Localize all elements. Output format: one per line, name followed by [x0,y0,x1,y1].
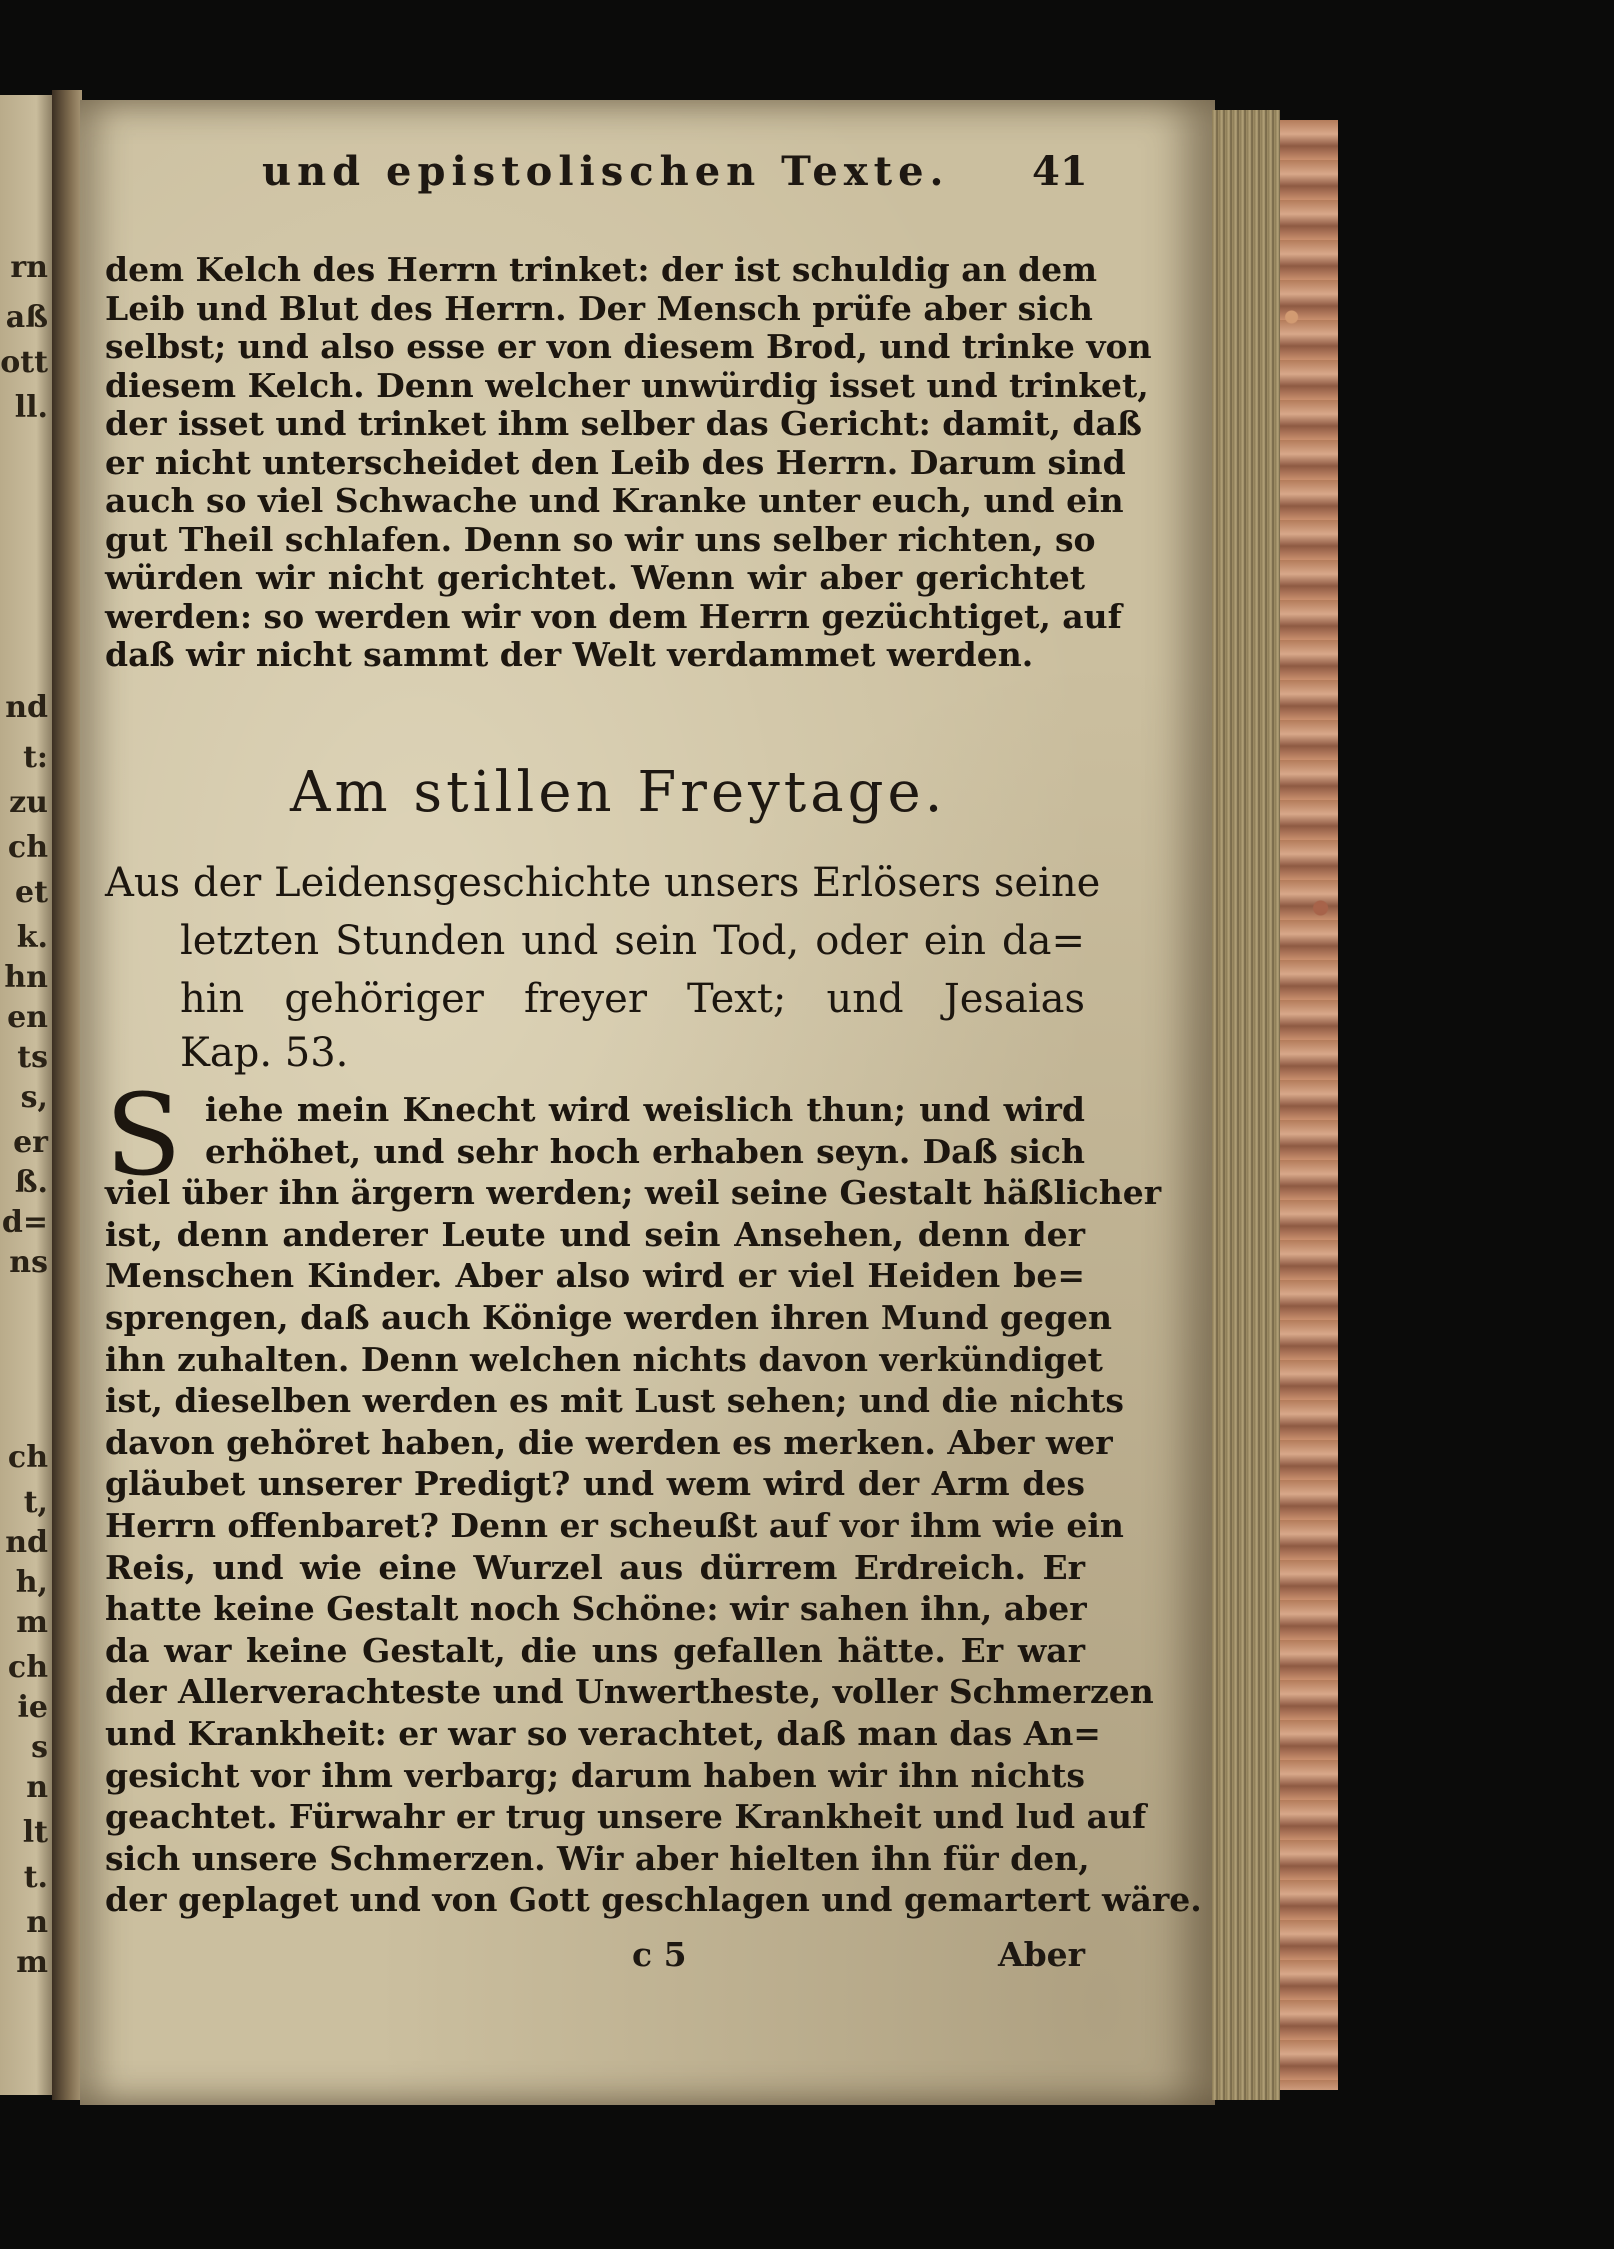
prev-page-fragment: lt [22,1815,48,1850]
prev-page-fragment: en [7,1000,48,1035]
text-line: dem Kelch des Herrn trinket: der ist schuldig an dem [105,250,1098,289]
section-heading: Am stillen Freytage. [290,760,947,825]
running-header: und epistolischen Texte. [262,148,950,195]
prev-page-fragment: ott [0,345,48,380]
text-line: sich unsere Schmerzen. Wir aber hielten ihn für den, [105,1838,1090,1878]
prev-page-fragment: zu [9,785,48,820]
text-line: hatte keine Gestalt noch Schöne: wir sahen ihn, aber [105,1589,1087,1629]
text-line: viel über ihn ärgern werden; weil seine Gestalt häßlicher [105,1173,1162,1213]
prev-page-fragment: n [26,1905,48,1940]
prev-page-fragment: d= [1,1205,48,1240]
drop-cap: S [105,1071,182,1201]
text-line: er nicht unterscheidet den Leib des Herrn. Darum sind [105,442,1126,482]
text-line: iehe mein Knecht wird weislich thun; und wird [205,1090,1085,1129]
text-line: der geplaget und von Gott geschlagen und gemartert wäre. [105,1880,1202,1920]
text-line: der Allerverachteste und Unwertheste, voller Schmerzen [105,1672,1154,1712]
prev-page-fragment: nd [5,1525,48,1560]
prev-page-fragment: k. [16,920,48,955]
prev-page-fragment: h, [15,1565,48,1600]
prev-page-fragment: ie [17,1690,48,1725]
prev-page-fragment: nd [5,690,48,725]
text-line: Herrn offenbaret? Denn er scheußt auf vor ihm wie ein [105,1506,1124,1545]
intro-line: Aus der Leidensgeschichte unsers Erlösers seine [105,860,1101,906]
text-line: ihn zuhalten. Denn welchen nichts davon verkündiget [105,1339,1103,1379]
prev-page-fragment: et [15,875,48,910]
catchword: Aber [998,1935,1086,1974]
text-line: würden wir nicht gerichtet. Wenn wir aber gerichtet [105,558,1085,597]
prev-page-fragment: ts [17,1040,48,1075]
prev-page-fragment: n [26,1770,48,1805]
text-line: selbst; und also esse er von diesem Brod, und trinke von [105,327,1152,366]
prev-page-fragment: s [31,1730,48,1765]
prev-page-fragment: m [16,1605,48,1640]
text-line: werden: so werden wir von dem Herrn gezüchtiget, auf [105,596,1122,636]
prev-page-fragment: aß [5,300,48,335]
text-line: Reis, und wie eine Wurzel aus dürrem Erdreich. Er [105,1547,1085,1587]
signature-mark: c 5 [632,1935,687,1974]
prev-page-fragment: ns [9,1245,48,1280]
text-line: geachtet. Fürwahr er trug unsere Krankheit und lud auf [105,1797,1147,1837]
text-line: Menschen Kinder. Aber also wird er viel Heiden be= [105,1256,1085,1296]
prev-page-fragment: ß. [14,1165,48,1200]
prev-page-fragment: er [13,1125,48,1160]
prev-page-fragment: t, [23,1485,48,1520]
prev-page-fragment: rn [10,250,48,285]
page-number: 41 [1032,148,1088,195]
text-line: ist, denn anderer Leute und sein Ansehen, denn der [105,1214,1085,1254]
text-line: ist, dieselben werden es mit Lust sehen; und die nichts [105,1381,1125,1421]
text-line: und Krankheit: er war so verachtet, daß man das An= [105,1714,1101,1753]
prev-page-fragment: hn [4,960,48,995]
intro-line: Kap. 53. [180,1030,349,1076]
book-gutter [52,90,82,2100]
text-line: auch so viel Schwache und Kranke unter euch, und ein [105,481,1124,520]
marbled-cover-edge [1280,120,1338,2090]
text-line: davon gehöret haben, die werden es merken. Aber wer [105,1422,1113,1462]
prev-page-fragment: t. [23,1860,48,1895]
prev-page-fragment: s, [20,1080,48,1115]
text-line: gesicht vor ihm verbarg; darum haben wir ihn nichts [105,1755,1085,1795]
text-line: Leib und Blut des Herrn. Der Mensch prüfe aber sich [105,288,1093,328]
text-line: gut Theil schlafen. Denn so wir uns selber richten, so [105,519,1096,559]
text-line: daß wir nicht sammt der Welt verdammet werden. [105,635,1034,674]
text-line: sprengen, daß auch Könige werden ihren Mund gegen [105,1298,1113,1337]
text-line: gläubet unserer Predigt? und wem wird der Arm des [105,1464,1085,1504]
text-line: erhöhet, und sehr hoch erhaben seyn. Daß sich [205,1131,1085,1171]
prev-page-fragment: ch [7,1440,48,1475]
intro-line: hin gehöriger freyer Text; und Jesaias [180,976,1085,1022]
prev-page-fragment: m [16,1945,48,1980]
text-line: da war keine Gestalt, die uns gefallen hätte. Er war [105,1630,1085,1670]
prev-page-fragment: ch [7,830,48,865]
prev-page-fragment: ch [7,1650,48,1685]
prev-page-fragment: ll. [14,390,48,425]
prev-page-fragment: t: [23,740,48,775]
text-line: der isset und trinket ihm selber das Gericht: damit, daß [105,404,1142,443]
intro-line: letzten Stunden und sein Tod, oder ein da= [180,918,1085,964]
page-block-edges [1212,110,1280,2100]
text-line: diesem Kelch. Denn welcher unwürdig isset und trinket, [105,365,1149,405]
previous-page-edge [0,95,52,2095]
